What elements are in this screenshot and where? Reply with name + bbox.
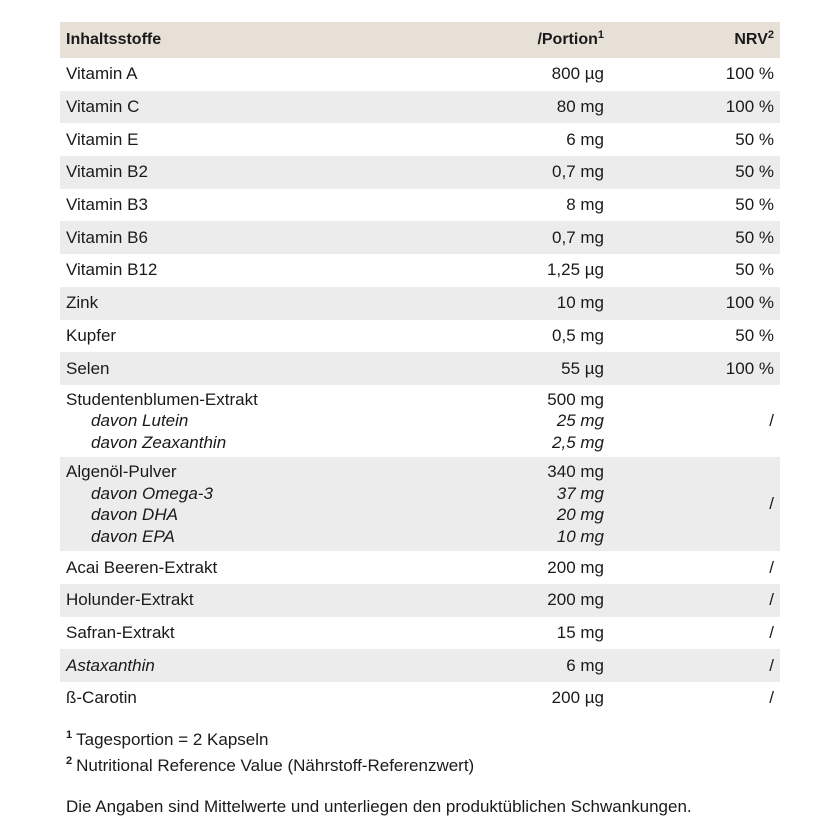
- ingredient-name: Algenöl-Pulver: [66, 462, 177, 482]
- ingredient-name: Astaxanthin: [66, 655, 155, 675]
- ingredient-name: ß-Carotin: [66, 688, 137, 708]
- ingredient-nrv: /: [769, 623, 774, 643]
- ingredient-amount-group: [460, 385, 610, 458]
- header-ingredients: Inhaltsstoffe: [66, 31, 162, 48]
- ingredient-amount: 6 mg: [566, 655, 604, 675]
- sub-ingredient-amount: 37 mg: [556, 483, 604, 503]
- table-header-row: [60, 22, 780, 58]
- sub-ingredient-amount: 20 mg: [556, 505, 604, 525]
- disclaimer: Die Angaben sind Mittelwerte und unterliegen den produktüblichen Schwankungen.: [66, 797, 692, 816]
- sub-ingredient-name: davon Omega-3: [91, 483, 213, 503]
- ingredient-nrv: 50 %: [735, 129, 774, 149]
- table-row-grouped: [60, 385, 780, 458]
- ingredient-name: Holunder-Extrakt: [66, 590, 194, 610]
- footnotes: [66, 727, 474, 779]
- ingredient-nrv: 100 %: [725, 293, 774, 313]
- header-nrv: [610, 22, 780, 58]
- ingredient-name: Vitamin B2: [66, 162, 148, 182]
- ingredient-amount: 340 mg: [547, 462, 604, 482]
- ingredient-nrv: 100 %: [725, 64, 774, 84]
- table-row: [60, 221, 780, 254]
- ingredient-name-group: [60, 457, 460, 551]
- footnote-text: Tagesportion = 2 Kapseln: [76, 730, 269, 749]
- table-row-grouped: [60, 457, 780, 551]
- ingredient-nrv: 100 %: [725, 358, 774, 378]
- nutrition-table: [60, 22, 780, 715]
- table-row: [60, 254, 780, 287]
- ingredient-nrv: 50 %: [735, 227, 774, 247]
- ingredient-name: Kupfer: [66, 325, 117, 345]
- nutrition-table-container: [60, 22, 780, 715]
- ingredient-amount: 15 mg: [556, 623, 604, 643]
- ingredient-amount: 0,7 mg: [552, 227, 604, 247]
- ingredient-name: Acai Beeren-Extrakt: [66, 557, 218, 577]
- table-row: [60, 551, 780, 584]
- ingredient-name: Vitamin B3: [66, 195, 148, 215]
- ingredient-amount: 500 mg: [547, 389, 604, 409]
- ingredient-amount: 6 mg: [566, 129, 604, 149]
- ingredient-name: Vitamin E: [66, 129, 139, 149]
- ingredient-amount: 0,5 mg: [552, 325, 604, 345]
- footnote-text: Nutritional Reference Value (Nährstoff-Referenzwert): [76, 756, 475, 775]
- ingredient-nrv: 50 %: [735, 162, 774, 182]
- footnote-mark: 2: [66, 755, 73, 767]
- ingredient-name: Vitamin A: [66, 64, 138, 84]
- header-per-portion-label: /Portion: [537, 31, 598, 48]
- header-per-portion-sup: 1: [597, 29, 604, 41]
- ingredient-name: Vitamin B12: [66, 260, 158, 280]
- ingredient-nrv: /: [769, 688, 774, 708]
- footnote: [66, 753, 474, 779]
- ingredient-nrv: /: [769, 411, 774, 431]
- sub-ingredient-amount: 2,5 mg: [552, 432, 604, 452]
- ingredient-name: Vitamin C: [66, 97, 140, 117]
- ingredient-amount: 1,25 µg: [546, 260, 604, 280]
- ingredient-nrv: 50 %: [735, 195, 774, 215]
- ingredient-amount: 55 µg: [561, 358, 604, 378]
- table-row: [60, 320, 780, 353]
- ingredient-nrv: /: [769, 590, 774, 610]
- ingredient-amount: 200 mg: [547, 590, 604, 610]
- sub-ingredient-name: davon DHA: [91, 505, 178, 525]
- table-row: [60, 58, 780, 91]
- table-row: [60, 584, 780, 617]
- sub-ingredient-name: davon Lutein: [91, 411, 189, 431]
- header-per-portion: [460, 22, 610, 58]
- table-row: [60, 91, 780, 124]
- footnote-mark: 1: [66, 729, 73, 741]
- table-row: [60, 123, 780, 156]
- ingredient-amount: 80 mg: [556, 97, 604, 117]
- ingredient-nrv: 50 %: [735, 260, 774, 280]
- ingredient-amount-group: [460, 457, 610, 551]
- ingredient-amount: 8 mg: [566, 195, 604, 215]
- table-row: [60, 189, 780, 222]
- table-row: [60, 287, 780, 320]
- sub-ingredient-name: davon Zeaxanthin: [91, 432, 227, 452]
- ingredient-nrv: 100 %: [725, 97, 774, 117]
- ingredient-name: Zink: [66, 293, 99, 313]
- table-row: [60, 617, 780, 650]
- ingredient-amount: 0,7 mg: [552, 162, 604, 182]
- ingredient-amount: 800 µg: [551, 64, 604, 84]
- ingredient-name: Selen: [66, 358, 110, 378]
- header-nrv-label: NRV: [734, 31, 768, 48]
- ingredient-nrv: /: [769, 494, 774, 514]
- table-row: [60, 682, 780, 715]
- footnote: [66, 727, 474, 753]
- header-nrv-sup: 2: [767, 29, 774, 41]
- ingredient-amount: 10 mg: [556, 293, 604, 313]
- sub-ingredient-amount: 25 mg: [556, 411, 604, 431]
- ingredient-name: Safran-Extrakt: [66, 623, 175, 643]
- ingredient-name: Vitamin B6: [66, 227, 148, 247]
- ingredient-amount: 200 mg: [547, 557, 604, 577]
- ingredient-nrv: /: [769, 655, 774, 675]
- sub-ingredient-amount: 10 mg: [556, 526, 604, 546]
- ingredient-nrv: 50 %: [735, 325, 774, 345]
- table-row: [60, 352, 780, 385]
- ingredient-name: Studentenblumen-Extrakt: [66, 389, 258, 409]
- ingredient-amount: 200 µg: [551, 688, 604, 708]
- ingredient-name-group: [60, 385, 460, 458]
- sub-ingredient-name: davon EPA: [91, 526, 175, 546]
- table-row: [60, 156, 780, 189]
- ingredient-nrv: /: [769, 557, 774, 577]
- table-row: [60, 649, 780, 682]
